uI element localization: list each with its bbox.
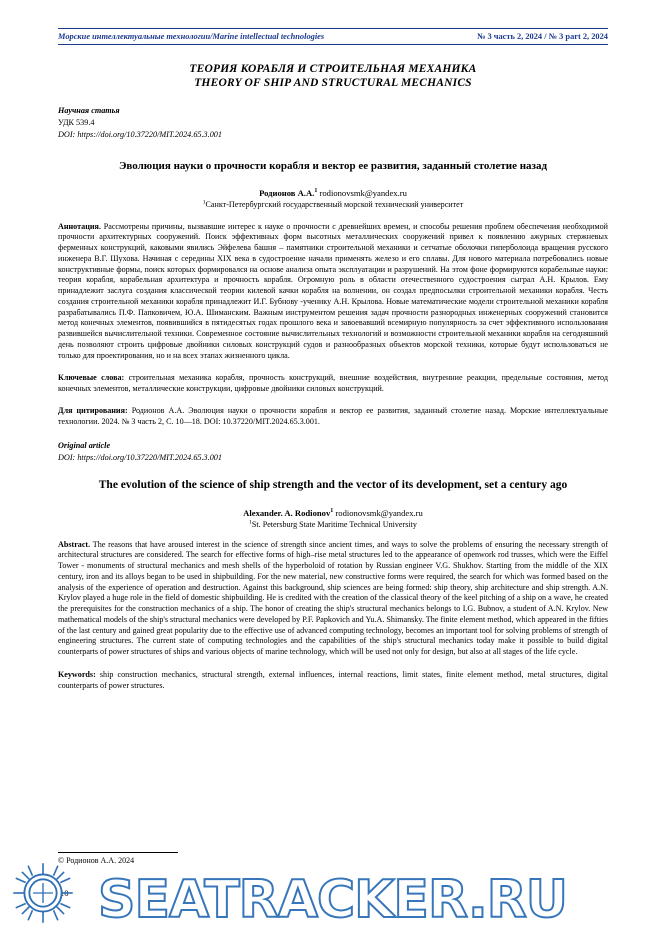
affiliation-ru [58, 200, 608, 209]
page-number: 10 [60, 888, 69, 898]
citation-label-ru: Для цитирования: [58, 405, 128, 415]
affiliation-text-en: St. Petersburg State Maritime Technical University [251, 519, 417, 529]
abstract-ru [58, 222, 608, 362]
keywords-text-en: ship construction mechanics, structural strength, external influences, internal reactions, limit states, finite element method, metal structures, digital counterparts of power structures. [58, 669, 608, 690]
article-type-ru: Научная статья [58, 106, 120, 115]
affiliation-en [58, 520, 608, 529]
section-title-en: THEORY OF SHIP AND STRUCTURAL MECHANICS [194, 77, 472, 89]
affiliation-text-ru: Санкт-Петербургский государственный морской технический университет [205, 199, 464, 209]
affil-marker-en: 1 [249, 518, 252, 525]
article-title-ru: Эволюция науки о прочности корабля и вектор ее развития, заданный столетие назад [118, 159, 548, 172]
meta-block-ru [58, 105, 608, 141]
author-email-en: rodionovsmk@yandex.ru [335, 507, 423, 518]
keywords-en [58, 670, 608, 692]
author-affil-marker-en: 1 [330, 507, 334, 514]
doi-ru: DOI: https://doi.org/10.37220/MIT.2024.65.3.001 [58, 129, 222, 139]
keywords-text-ru: строительная механика корабля, прочность конструкций, внешние воздействия, внутренние реакции, предельные состояния, метод конечных элементов, металлические конструкции, цифровые двойники силовых конструкций. [58, 373, 608, 394]
doi-en: DOI: https://doi.org/10.37220/MIT.2024.65.3.001 [58, 453, 222, 463]
section-title-ru: ТЕОРИЯ КОРАБЛЯ И СТРОИТЕЛЬНАЯ МЕХАНИКА [189, 63, 477, 75]
author-email-ru: rodionovsmk@yandex.ru [319, 187, 407, 198]
keywords-ru [58, 373, 608, 395]
meta-block-en [58, 440, 608, 464]
watermark [0, 856, 665, 944]
running-head-journal: Морские интеллектуальные технологии/Marine intellectual technologies [58, 32, 325, 41]
udc: УДК 539.4 [58, 117, 95, 127]
abstract-label-ru: Аннотация. [58, 221, 101, 231]
copyright-notice: © Родионов А.А. 2024 [58, 856, 135, 865]
article-type-en: Original article [58, 441, 111, 451]
authors-ru [58, 188, 608, 198]
keywords-label-ru: Ключевые слова: [58, 373, 125, 383]
affil-marker-ru: 1 [202, 198, 206, 205]
running-head [58, 28, 608, 45]
running-head-issue: № 3 часть 2, 2024 / № 3 part 2, 2024 [476, 32, 608, 41]
page-content [58, 28, 608, 691]
abstract-label-en: Abstract. [58, 539, 91, 549]
footer-divider [58, 852, 178, 853]
author-name-en: Alexander. A. Rodionov [243, 507, 331, 518]
sun-logo-icon [12, 862, 74, 924]
citation-ru [58, 406, 608, 428]
watermark-text: SEATRACKER.RU [98, 870, 567, 930]
keywords-label-en: Keywords: [58, 669, 96, 679]
authors-en [58, 508, 608, 518]
article-title-en: The evolution of the science of ship strength and the vector of its development, set a century ago [98, 479, 568, 492]
abstract-text-ru: Рассмотрены причины, вызвавшие интерес к науке о прочности с древнейших времен, и способы решения проблем обеспечения необходимой прочности архитектурных сооружений. Поиск эффективных форм высотных металлических сооружений привел к появлению ажурных стержневых ферменных конструкций, каковыми явились Эйфелева башня – памятники строительной механики и сетчатые оболочки гиперболоида вращения русского инженера В.Г. Шухова. Начиная с середины XIX века в судостроение начали применять железо и его сплавы. Для нового материала потребовались новые конструктивные формы, поиск которых формировался на основе анализа опыта эксплуатации и разрушений. На этом фоне формируются корабельные науки: теория корабля, корабельная архитектура и прочность корабля. Огромную роль в области отечественного судостроения сыграл А.Н. Крылов. Ему принадлежит заслуга создания классической теории килевой качки корабля на волнении, он создал предпосылки строительной механики корабля. Честь создания строительной механики корабля принадлежит И.Г. Бубнову -ученику А.Н. Крылова. Новые математические модели строительной механики корабля разрабатывались П.Ф. Папковичем, Ю.А. Шиманским. Важным инструментом решения задач прочности разнородных инженерных сооружений становится метод конечных элементов, появившийся в пятидесятых годах прошлого века и завоевавший всемирную популярность за счет эффективного использования развившейся вычислительной техники. Современное состояние вычислительных технологий и возможности строительной механики корабля на сегодняшний день позволяют строить цифровые двойники силовых конструкций судов и разнообразных объектов морской техники, которые будут использоваться не только для проектирования, но и на всех этапах жизненного цикла. [58, 221, 608, 360]
author-name-ru: Родионов А.А. [259, 187, 315, 198]
abstract-en [58, 540, 608, 658]
abstract-text-en: The reasons that have aroused interest in the science of strength since ancient times, and ways to solve the problems of ensuring the necessary strength of architectural structures are considered. The search for effective forms of high–rise metal structures led to the appearance of openwork rod trusses, which were the Eiffel Tower - monuments of structural mechanics and mesh shells of the hyperboloid of rotation by Russian engineer V.G. Shukhov. Starting from the middle of the XIX century, iron and its alloys began to be used in shipbuilding. For the new material, new constructive forms were required, the search for which was formed based on the analysis of the experience of operation and destruction. Against this background, ship sciences are being formed: ship theory, ship architecture and ship strength. A.N. Krylov played a huge role in the field of domestic shipbuilding. He is credited with the creation of the classical theory of the keel pitching of a ship on a wave, he created the prerequisites for the construction mechanics of a ship. The honor of creating the ship's structural mechanics belongs to I.G. Bubnov, a student of A.N. Krylov. New mathematical models of the ship's structural mechanics were developed by P.F. Papkovich and Yu.A. Shimansky. The finite element method, which appeared in the fifties of the last century and gained great popularity due to the effective use of advanced computing technology, becomes an important tool for solving problems of strength of engineering structures. The current state of computing technologies and the capabilities of the ship's structural mechanics today make it possible to build digital counterparts of power structures of ships and various objects of marine technology, which will be used not only for design, but also at all stages of the life cycle. [58, 539, 608, 657]
citation-text-ru: Родионов А.А. Эволюция науки о прочности корабля и вектор ее развития, заданный столетие назад. Морские интеллектуальные технологии. 2024. № 3 часть 2, С. 10—18. DOI: 10.37220/MIT.2024.65.3.001. [58, 405, 608, 426]
author-affil-marker-ru: 1 [314, 187, 318, 194]
